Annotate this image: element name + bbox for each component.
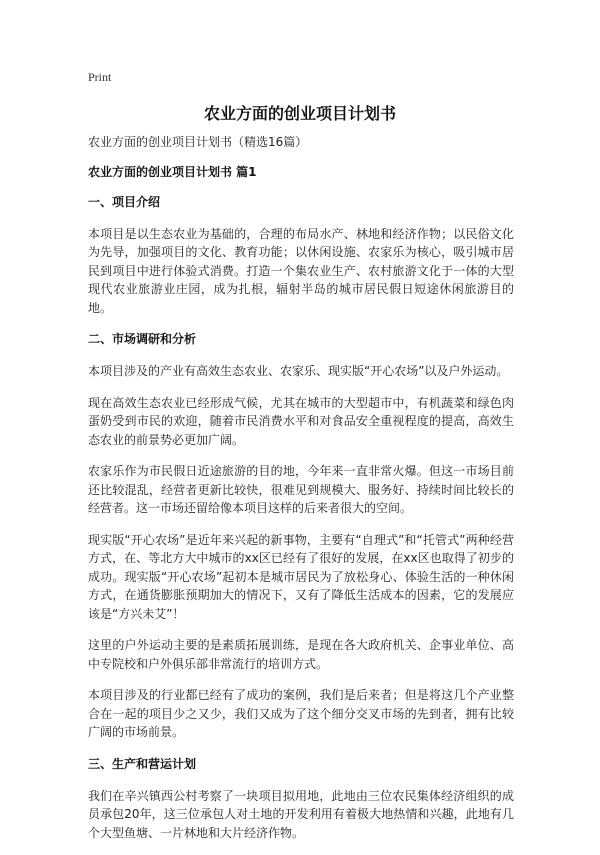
print-label[interactable]: Print	[88, 70, 112, 84]
heading-project-intro: 一、项目介绍	[88, 194, 161, 209]
paragraph-project-intro: 本项目是以生态农业为基础的，合理的布局水产、林地和经济作物；以民俗文化为先导，加强项目的文化、教育功能；以休闲设施、农家乐为核心，吸引城市居民到项目中进行体验式消费。打造一个集农业生产、农村旅游文化于一体的大型现代农业旅游业庄园，成为扎根，辐射半岛的城市居民假日短途休闲旅游目的地。	[88, 226, 514, 315]
paragraph-eco-agriculture: 现在高效生态农业已经形成气候，尤其在城市的大型超市中，有机蔬菜和绿色肉蛋奶受到市民的欢迎，随着市民消费水平和对食品安全重视程度的提高，高效生态农业的前景势必更加广阔。	[88, 395, 514, 447]
paragraph-market-outlook: 本项目涉及的行业都已经有了成功的案例，我们是后来者；但是将这几个产业整合在一起的项目少之又少，我们又成为了这个细分交叉市场的先到者，拥有比较广阔的市场前景。	[88, 688, 514, 739]
heading-market-analysis: 二、市场调研和分析	[88, 332, 197, 346]
document-subtitle: 农业方面的创业项目计划书（精选16篇）	[88, 135, 308, 149]
document-body	[88, 133, 514, 855]
paragraph-farm-stay: 农家乐作为市民假日近途旅游的目的地，今年来一直非常火爆。但这一市场目前还比较混乱，经营者更新比较快，很难见到规模大、服务好、持续时间比较长的经营者。这一市场还留给像本项目这样的后来者很大的空间。	[88, 464, 514, 515]
paragraph-industries: 本项目涉及的产业有高效生态农业、农家乐、现实版“开心农场”以及户外运动。	[88, 364, 509, 378]
section-title: 农业方面的创业项目计划书 篇1	[88, 164, 257, 179]
paragraph-site-survey: 我们在辛兴镇西公村考察了一块项目拟用地，此地由三位农民集体经济组织的成员承包20年，这三位承包人对土地的开发利用有着极大地热情和兴趣，此地有几个大型鱼塘、一片林地和大片经济作物。	[88, 788, 514, 840]
document-title: 农业方面的创业项目计划书	[203, 104, 396, 123]
paragraph-outdoor-sports: 这里的户外运动主要的是素质拓展训练，是现在各大政府机关、企事业单位、高中专院校和户外俱乐部非常流行的培训方式。	[88, 638, 514, 671]
heading-production-plan: 三、生产和营运计划	[88, 756, 197, 771]
paragraph-happy-farm: 现实版“开心农场”是近年来兴起的新事物，主要有“自理式”和“托管式”两种经营方式，在、等北方大中城市的xx区已经有了很好的发展，在xx区也取得了初步的成功。现实版“开心农场”起初本是城市居民为了放松身心、体验生活的一种休闲方式，在通货膨胀预期加大的情况下，又有了降低生活成本的因素，它的发展应该是“方兴未艾”！	[88, 532, 514, 621]
